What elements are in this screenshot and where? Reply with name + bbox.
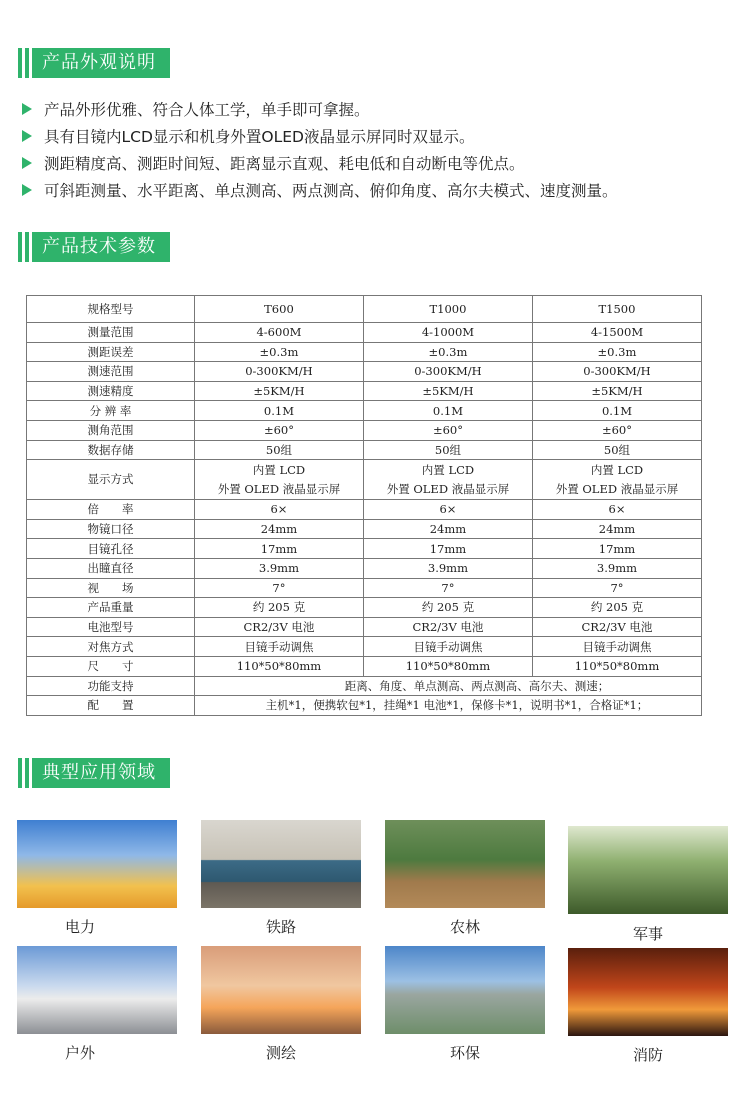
table-cell: 24mm <box>194 519 363 539</box>
table-row <box>27 362 702 382</box>
table-cell: 110*50*80mm <box>532 656 701 676</box>
mountain-hikers-photo <box>17 946 177 1034</box>
application-gallery <box>0 820 750 1080</box>
application-label: 消防 <box>632 1046 663 1064</box>
table-cell: 视 场 <box>27 578 195 598</box>
table-cell: 约 205 克 <box>532 598 701 618</box>
soldiers-photo <box>568 826 728 914</box>
table-cell: 0-300KM/H <box>194 362 363 382</box>
section-title: 产品技术参数 <box>32 232 170 262</box>
table-cell: 配 置 <box>27 696 195 716</box>
table-cell: 110*50*80mm <box>363 656 532 676</box>
spec-rows <box>27 500 702 676</box>
feature-item <box>20 176 740 203</box>
table-cell: T600 <box>194 296 363 323</box>
table-row <box>27 656 702 676</box>
forest-photo <box>385 820 545 908</box>
table-row <box>27 460 702 500</box>
table-cell: 6× <box>532 500 701 520</box>
water-treatment-photo <box>385 946 545 1034</box>
table-cell: 物镜口径 <box>27 519 195 539</box>
table-cell: 分 辨 率 <box>27 401 195 421</box>
table-cell: 0.1M <box>532 401 701 421</box>
display-line: 内置 LCD <box>590 462 644 477</box>
table-cell: 尺 寸 <box>27 656 195 676</box>
application-label: 农林 <box>449 918 480 936</box>
table-cell: 产品重量 <box>27 598 195 618</box>
table-cell: CR2/3V 电池 <box>363 617 532 637</box>
triangle-bullet-icon <box>22 157 32 169</box>
table-cell: 0.1M <box>194 401 363 421</box>
table-row <box>27 617 702 637</box>
table-cell: 3.9mm <box>532 558 701 578</box>
table-cell: 功能支持 <box>27 676 195 696</box>
table-cell: CR2/3V 电池 <box>194 617 363 637</box>
table-cell <box>363 460 532 500</box>
application-label: 电力 <box>64 918 95 936</box>
table-cell: 规格型号 <box>27 296 195 323</box>
table-cell: 24mm <box>363 519 532 539</box>
table-cell: 目镜手动调焦 <box>532 637 701 657</box>
table-row <box>27 401 702 421</box>
section-title: 典型应用领域 <box>32 758 170 788</box>
table-cell: ±60° <box>363 420 532 440</box>
table-row <box>27 420 702 440</box>
table-cell: 测距误差 <box>27 342 195 362</box>
table-cell: 50组 <box>532 440 701 460</box>
section-header-applications <box>18 758 170 788</box>
header-accent-bar <box>18 48 22 78</box>
table-cell: ±0.3m <box>532 342 701 362</box>
table-row <box>27 598 702 618</box>
table-cell: 约 205 克 <box>194 598 363 618</box>
section-title: 产品外观说明 <box>32 48 170 78</box>
spec-rows <box>27 323 702 460</box>
header-accent-bar <box>25 48 29 78</box>
application-label: 测绘 <box>265 1044 296 1062</box>
table-header-row <box>27 296 702 323</box>
table-cell: 17mm <box>194 539 363 559</box>
application-label: 环保 <box>449 1044 480 1062</box>
display-line: 内置 LCD <box>421 462 475 477</box>
table-cell: 主机*1，便携软包*1，挂绳*1 电池*1，保修卡*1，说明书*1，合格证*1； <box>194 696 701 716</box>
table-cell: 目镜孔径 <box>27 539 195 559</box>
table-cell: 4-1500M <box>532 323 701 343</box>
display-line: 外置 OLED 液晶显示屏 <box>386 481 510 496</box>
table-cell: 3.9mm <box>194 558 363 578</box>
table-cell: 电池型号 <box>27 617 195 637</box>
table-row <box>27 519 702 539</box>
table-cell: CR2/3V 电池 <box>532 617 701 637</box>
table-cell: ±60° <box>532 420 701 440</box>
table-cell: 0.1M <box>363 401 532 421</box>
feature-text: 测距精度高、测距时间短、距离显示直观、耗电低和自动断电等优点。 <box>44 154 525 173</box>
power-tower-photo <box>17 820 177 908</box>
table-row <box>27 381 702 401</box>
table-cell: 7° <box>532 578 701 598</box>
table-cell: 4-600M <box>194 323 363 343</box>
table-cell: 17mm <box>532 539 701 559</box>
table-row <box>27 323 702 343</box>
table-cell: T1500 <box>532 296 701 323</box>
spec-table <box>26 295 702 716</box>
table-cell: 约 205 克 <box>363 598 532 618</box>
table-row <box>27 342 702 362</box>
table-row <box>27 578 702 598</box>
table-cell: 50组 <box>363 440 532 460</box>
table-cell: 4-1000M <box>363 323 532 343</box>
table-cell: 测量范围 <box>27 323 195 343</box>
display-line: 外置 OLED 液晶显示屏 <box>217 481 341 496</box>
feature-item <box>20 149 740 176</box>
table-cell: 对焦方式 <box>27 637 195 657</box>
table-cell: 17mm <box>363 539 532 559</box>
feature-item <box>20 95 740 122</box>
display-line: 外置 OLED 液晶显示屏 <box>555 481 679 496</box>
table-cell: 3.9mm <box>363 558 532 578</box>
feature-text: 产品外形优雅、符合人体工学，单手即可拿握。 <box>44 100 370 119</box>
triangle-bullet-icon <box>22 184 32 196</box>
table-cell <box>532 460 701 500</box>
section-header-appearance <box>18 48 170 78</box>
table-cell: 出瞳直径 <box>27 558 195 578</box>
firefighters-photo <box>568 948 728 1036</box>
table-cell: ±5KM/H <box>363 381 532 401</box>
table-cell: 6× <box>194 500 363 520</box>
table-cell: 7° <box>363 578 532 598</box>
feature-text: 可斜距测量、水平距离、单点测高、两点测高、俯仰角度、高尔夫模式、速度测量。 <box>44 181 618 200</box>
table-cell: 测速精度 <box>27 381 195 401</box>
table-row <box>27 500 702 520</box>
header-accent-bar <box>25 758 29 788</box>
table-row <box>27 558 702 578</box>
table-cell: T1000 <box>363 296 532 323</box>
table-cell: 目镜手动调焦 <box>194 637 363 657</box>
triangle-bullet-icon <box>22 130 32 142</box>
application-label: 户外 <box>64 1044 95 1062</box>
table-cell: 距离、角度、单点测高、两点测高、高尔夫、测速； <box>194 676 701 696</box>
table-row <box>27 637 702 657</box>
application-label: 军事 <box>632 925 663 943</box>
table-cell: ±5KM/H <box>532 381 701 401</box>
header-accent-bar <box>18 232 22 262</box>
table-cell: 数据存储 <box>27 440 195 460</box>
table-row <box>27 440 702 460</box>
table-cell: ±5KM/H <box>194 381 363 401</box>
table-cell: 7° <box>194 578 363 598</box>
feature-list <box>20 95 740 203</box>
table-cell: 24mm <box>532 519 701 539</box>
feature-text: 具有目镜内LCD显示和机身外置OLED液晶显示屏同时双显示。 <box>44 127 475 146</box>
table-cell: 6× <box>363 500 532 520</box>
table-cell: ±0.3m <box>363 342 532 362</box>
table-cell: 测速范围 <box>27 362 195 382</box>
header-accent-bar <box>18 758 22 788</box>
section-header-specs <box>18 232 170 262</box>
table-cell: ±60° <box>194 420 363 440</box>
table-cell <box>194 460 363 500</box>
table-row <box>27 539 702 559</box>
table-cell: 倍 率 <box>27 500 195 520</box>
train-photo <box>201 820 361 908</box>
table-cell: 0-300KM/H <box>363 362 532 382</box>
table-cell: 显示方式 <box>27 460 195 500</box>
table-cell: 110*50*80mm <box>194 656 363 676</box>
table-row <box>27 696 702 716</box>
display-line: 内置 LCD <box>252 462 306 477</box>
table-cell: ±0.3m <box>194 342 363 362</box>
table-cell: 50组 <box>194 440 363 460</box>
application-label: 铁路 <box>265 918 296 936</box>
triangle-bullet-icon <box>22 103 32 115</box>
feature-item <box>20 122 740 149</box>
table-cell: 测角范围 <box>27 420 195 440</box>
table-row <box>27 676 702 696</box>
table-cell: 0-300KM/H <box>532 362 701 382</box>
header-accent-bar <box>25 232 29 262</box>
surveyor-photo <box>201 946 361 1034</box>
table-cell: 目镜手动调焦 <box>363 637 532 657</box>
